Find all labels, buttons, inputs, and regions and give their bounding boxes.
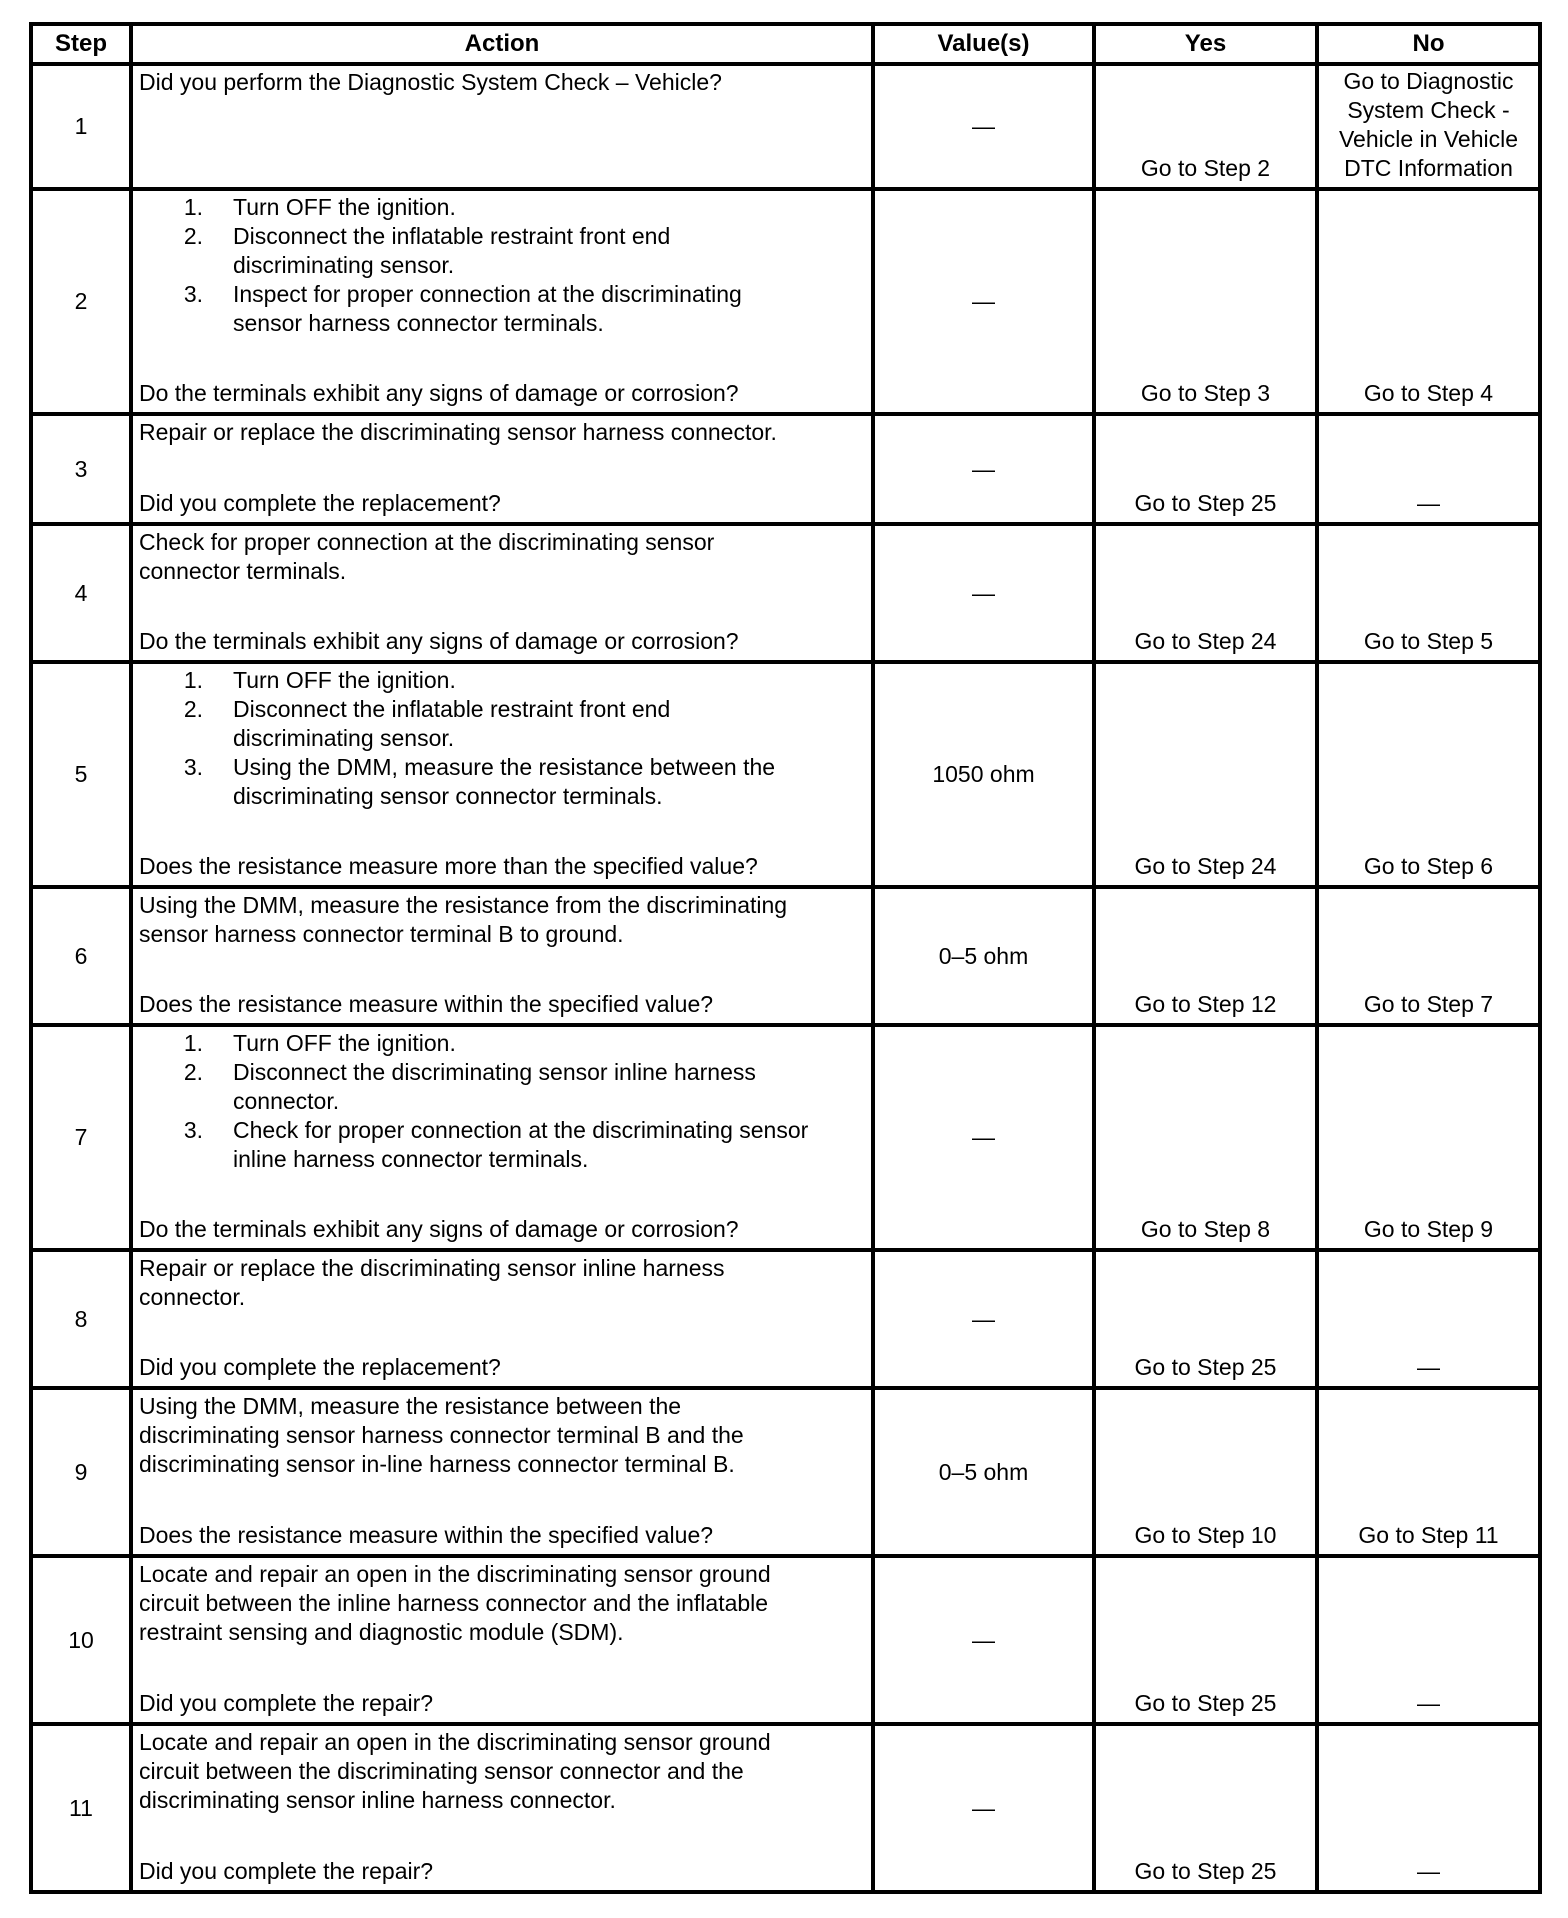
action-step-line: inline harness connector terminals. [233, 1146, 589, 1172]
no-cell [1317, 1250, 1540, 1388]
action-question: Do the terminals exhibit any signs of damage or corrosion? [139, 1216, 739, 1242]
action-cell [131, 1250, 873, 1388]
action-text [139, 1560, 867, 1647]
step-number: 2 [31, 189, 131, 414]
action-step-line: connector. [233, 1088, 340, 1114]
value-cell: — [873, 414, 1094, 524]
action-step [139, 666, 867, 695]
action-line: Repair or replace the discriminating sensor harness connector. [139, 419, 777, 445]
value-cell: — [873, 189, 1094, 414]
action-step-text [233, 666, 867, 695]
no-line: Go to Step 9 [1363, 1216, 1494, 1242]
action-step-text [233, 193, 867, 222]
action-step-text [233, 695, 867, 753]
value-cell: — [873, 524, 1094, 662]
action-step [139, 193, 867, 222]
no-cell [1317, 189, 1540, 414]
no-cell [1317, 64, 1540, 189]
action-step-text [233, 1116, 867, 1174]
action-text [139, 891, 867, 949]
step-number: 11 [31, 1724, 131, 1892]
yes-cell: Go to Step 2 [1094, 64, 1317, 189]
action-step-line: Turn OFF the ignition. [233, 667, 456, 693]
action-step-number: 2. [183, 696, 203, 722]
action-line: sensor harness connector terminal B to ground. [139, 921, 624, 947]
yes-cell: Go to Step 24 [1094, 524, 1317, 662]
header-action: Action [131, 24, 873, 64]
action-question: Does the resistance measure more than the specified value? [139, 853, 758, 879]
action-step-text [233, 1029, 867, 1058]
no-line: Go to Step 5 [1363, 628, 1494, 654]
action-steps-list [139, 1029, 867, 1174]
header-no: No [1317, 24, 1540, 64]
action-step [139, 280, 867, 338]
action-line: Locate and repair an open in the discriminating sensor ground [139, 1729, 771, 1755]
action-cell [131, 1556, 873, 1724]
action-step-number: 3. [183, 1117, 203, 1143]
value-cell: — [873, 1724, 1094, 1892]
action-cell [131, 887, 873, 1025]
no-line: — [1417, 1858, 1440, 1884]
header-step: Step [31, 24, 131, 64]
step-number: 5 [31, 662, 131, 887]
step-number: 8 [31, 1250, 131, 1388]
action-step-text [233, 222, 867, 280]
no-line: Go to Step 7 [1363, 991, 1494, 1017]
value-cell: — [873, 1250, 1094, 1388]
no-line: Vehicle in Vehicle [1338, 126, 1518, 152]
no-cell [1317, 414, 1540, 524]
step-number: 3 [31, 414, 131, 524]
action-question: Did you complete the replacement? [139, 490, 501, 516]
action-step-number: 1. [183, 194, 203, 220]
table-row [31, 1724, 1540, 1892]
action-step-line: discriminating sensor connector terminals. [233, 783, 663, 809]
action-step [139, 222, 867, 280]
table-row [31, 1025, 1540, 1250]
action-line: discriminating sensor harness connector terminal B and the [139, 1422, 744, 1448]
no-cell [1317, 1724, 1540, 1892]
action-line: Locate and repair an open in the discriminating sensor ground [139, 1561, 771, 1587]
no-cell [1317, 1388, 1540, 1556]
action-question: Did you complete the repair? [139, 1858, 434, 1884]
action-step-line: Disconnect the inflatable restraint front end [233, 696, 671, 722]
yes-cell: Go to Step 25 [1094, 1250, 1317, 1388]
no-cell [1317, 662, 1540, 887]
value-cell: 0–5 ohm [873, 1388, 1094, 1556]
action-line: discriminating sensor in-line harness connector terminal B. [139, 1451, 735, 1477]
no-line: Go to Step 11 [1358, 1522, 1499, 1548]
action-cell [131, 662, 873, 887]
action-step-text [233, 280, 867, 338]
table-row [31, 1250, 1540, 1388]
action-step-line: Disconnect the inflatable restraint front end [233, 223, 671, 249]
action-line: Using the DMM, measure the resistance between the [139, 1393, 682, 1419]
action-question: Did you complete the replacement? [139, 1354, 501, 1380]
action-step-line: Check for proper connection at the discriminating sensor [233, 1117, 809, 1143]
table-row [31, 524, 1540, 662]
action-line: Repair or replace the discriminating sensor inline harness [139, 1255, 725, 1281]
yes-cell: Go to Step 25 [1094, 414, 1317, 524]
action-steps-list [139, 666, 867, 811]
action-step-line: sensor harness connector terminals. [233, 310, 604, 336]
action-text [139, 1254, 867, 1312]
yes-cell: Go to Step 10 [1094, 1388, 1317, 1556]
action-text [139, 666, 867, 811]
action-step-line: Disconnect the discriminating sensor inline harness [233, 1059, 756, 1085]
action-step-number: 2. [183, 223, 203, 249]
table-row [31, 662, 1540, 887]
action-cell [131, 64, 873, 189]
table-row [31, 64, 1540, 189]
table-body [31, 64, 1540, 1892]
no-line: Go to Diagnostic [1343, 68, 1514, 94]
action-step [139, 753, 867, 811]
value-cell: — [873, 1556, 1094, 1724]
table-row [31, 1556, 1540, 1724]
action-line: connector terminals. [139, 558, 347, 584]
yes-cell: Go to Step 8 [1094, 1025, 1317, 1250]
step-number: 9 [31, 1388, 131, 1556]
action-question: Does the resistance measure within the specified value? [139, 1522, 714, 1548]
action-step-number: 1. [183, 667, 203, 693]
diagnostic-table [29, 22, 1542, 1894]
table-row [31, 1388, 1540, 1556]
action-line: discriminating sensor inline harness connector. [139, 1787, 616, 1813]
action-step-line: Inspect for proper connection at the discriminating [233, 281, 742, 307]
action-text [139, 68, 867, 97]
header-row [31, 24, 1540, 64]
action-step-number: 3. [183, 754, 203, 780]
action-cell [131, 189, 873, 414]
action-question: Did you complete the repair? [139, 1690, 434, 1716]
action-cell [131, 524, 873, 662]
action-cell [131, 1388, 873, 1556]
step-number: 4 [31, 524, 131, 662]
no-cell [1317, 1025, 1540, 1250]
action-text [139, 193, 867, 338]
action-steps-list [139, 193, 867, 338]
action-question: Do the terminals exhibit any signs of damage or corrosion? [139, 380, 739, 406]
action-line: Using the DMM, measure the resistance from the discriminating [139, 892, 788, 918]
header-values: Value(s) [873, 24, 1094, 64]
action-line: connector. [139, 1284, 246, 1310]
action-line: circuit between the discriminating sensor connector and the [139, 1758, 744, 1784]
no-line: DTC Information [1344, 155, 1513, 181]
no-cell [1317, 524, 1540, 662]
table-row [31, 414, 1540, 524]
action-line: Check for proper connection at the discriminating sensor [139, 529, 715, 555]
no-cell [1317, 1556, 1540, 1724]
table-row [31, 887, 1540, 1025]
action-step-number: 3. [183, 281, 203, 307]
no-line: — [1417, 1690, 1440, 1716]
action-step [139, 1058, 867, 1116]
action-step-text [233, 753, 867, 811]
no-line: Go to Step 4 [1363, 380, 1494, 406]
yes-cell: Go to Step 25 [1094, 1556, 1317, 1724]
action-line: restraint sensing and diagnostic module (SDM). [139, 1619, 624, 1645]
action-step-text [233, 1058, 867, 1116]
action-step-line: Using the DMM, measure the resistance between the [233, 754, 776, 780]
action-text [139, 1392, 867, 1479]
action-step-line: discriminating sensor. [233, 252, 455, 278]
action-step-line: Turn OFF the ignition. [233, 1030, 456, 1056]
action-question: Does the resistance measure within the specified value? [139, 991, 714, 1017]
step-number: 7 [31, 1025, 131, 1250]
no-line: System Check - [1347, 97, 1510, 123]
yes-cell: Go to Step 3 [1094, 189, 1317, 414]
step-number: 10 [31, 1556, 131, 1724]
yes-cell: Go to Step 12 [1094, 887, 1317, 1025]
action-text [139, 528, 867, 586]
action-cell [131, 1025, 873, 1250]
no-line: Go to Step 6 [1363, 853, 1494, 879]
action-step-line: Turn OFF the ignition. [233, 194, 456, 220]
step-number: 6 [31, 887, 131, 1025]
no-line: — [1417, 1354, 1440, 1380]
action-line: Did you perform the Diagnostic System Check – Vehicle? [139, 69, 722, 95]
action-cell [131, 1724, 873, 1892]
action-cell [131, 414, 873, 524]
action-text [139, 1029, 867, 1174]
action-step-number: 1. [183, 1030, 203, 1056]
action-step-line: discriminating sensor. [233, 725, 455, 751]
step-number: 1 [31, 64, 131, 189]
action-step [139, 1116, 867, 1174]
action-text [139, 1728, 867, 1815]
value-cell: — [873, 1025, 1094, 1250]
yes-cell: Go to Step 25 [1094, 1724, 1317, 1892]
action-text [139, 418, 867, 447]
no-line: — [1417, 490, 1440, 516]
value-cell: 1050 ohm [873, 662, 1094, 887]
action-question: Do the terminals exhibit any signs of damage or corrosion? [139, 628, 739, 654]
no-cell [1317, 887, 1540, 1025]
header-yes: Yes [1094, 24, 1317, 64]
value-cell: — [873, 64, 1094, 189]
table-header [31, 24, 1540, 64]
action-step-number: 2. [183, 1059, 203, 1085]
value-cell: 0–5 ohm [873, 887, 1094, 1025]
action-step [139, 1029, 867, 1058]
action-line: circuit between the inline harness connector and the inflatable [139, 1590, 769, 1616]
yes-cell: Go to Step 24 [1094, 662, 1317, 887]
table-row [31, 189, 1540, 414]
action-step [139, 695, 867, 753]
